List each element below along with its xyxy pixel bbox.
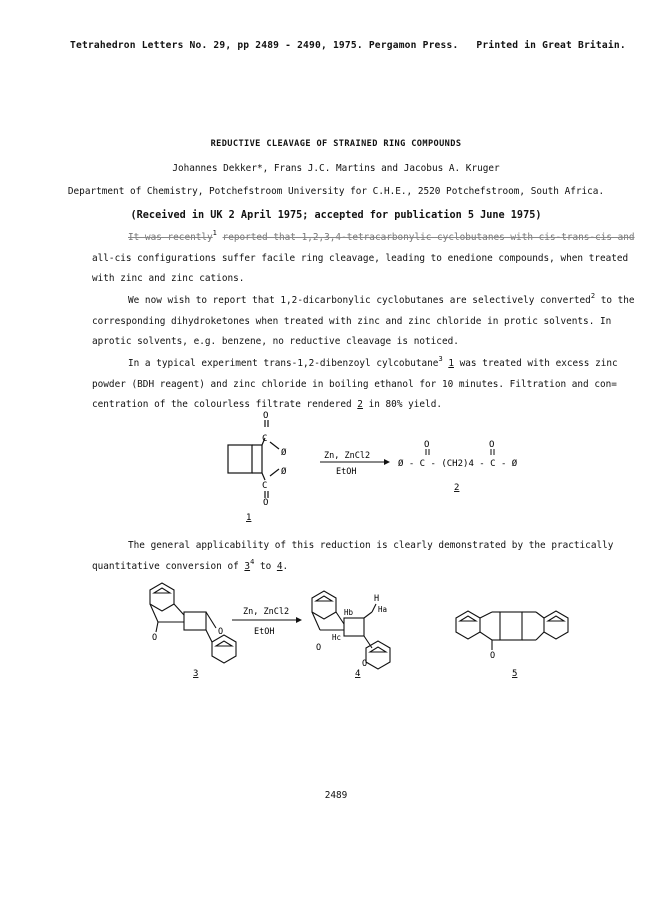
s1-oxygen-top: O bbox=[263, 411, 269, 421]
s2-c4-ha: Ha bbox=[378, 605, 388, 614]
ref-1: 1 bbox=[212, 229, 217, 237]
received-line: (Received in UK 2 April 1975; accepted for publication 5 June 1975) bbox=[130, 210, 542, 221]
s2-c4-hydrogen: H bbox=[374, 594, 380, 604]
compound-1-ref: 1 bbox=[448, 358, 454, 369]
s2-c5-oxygen: O bbox=[490, 651, 496, 661]
page-number: 2489 bbox=[324, 790, 348, 801]
s2-c3-oxygen-right: O bbox=[218, 627, 224, 637]
label-compound-1: 1 bbox=[246, 513, 252, 523]
p1-line2: all-cis configurations suffer facile ring cleavage, leading to enedione compounds, when treated bbox=[92, 253, 629, 264]
ref-2: 2 bbox=[590, 292, 596, 300]
s1-product-oxygen-right: O bbox=[489, 440, 495, 450]
article-title: REDUCTIVE CLEAVAGE OF STRAINED RING COMPOUNDS bbox=[210, 139, 462, 149]
s2-c4-oxygen-left: O bbox=[316, 643, 322, 653]
s1-oxygen-bottom: O bbox=[263, 498, 269, 508]
s1-phenyl-bottom: Ø bbox=[281, 467, 287, 477]
s2-c4-hb: Hb bbox=[344, 608, 354, 617]
s1-reagent-bottom: EtOH bbox=[336, 467, 357, 477]
s2-reagent-bottom: EtOH bbox=[254, 627, 275, 637]
s2-c4-hc: Hc bbox=[332, 633, 342, 642]
article-affiliation: Department of Chemistry, Potchefstroom University for C.H.E., 2520 Potchefstroom, South Africa. bbox=[67, 186, 605, 197]
compound-5-structure bbox=[456, 611, 568, 650]
ref-4: 4 bbox=[250, 558, 255, 566]
label-compound-3: 3 bbox=[193, 669, 199, 679]
ref-3: 3 bbox=[438, 355, 443, 363]
label-compound-4: 4 bbox=[355, 669, 361, 679]
p1-line1: It was recently$^1$ reported that 1,2,3,4-tetracarbonylic cyclobutanes with cis-trans-cis and bbox=[128, 229, 635, 243]
p3-line3: centration of the colourless filtrate rendered 2 in 80% yield. bbox=[92, 399, 442, 410]
p2-line1: We now wish to report that 1,2-dicarbonylic cyclobutanes are selectively converted$^2$ to the bbox=[128, 292, 635, 306]
compound-3-structure bbox=[150, 583, 236, 663]
s2-reagent-top: Zn, ZnCl2 bbox=[243, 607, 290, 617]
s1-product-formula: Ø - C - (CH2)4 - C - Ø bbox=[398, 459, 518, 469]
s1-product-oxygen-left: O bbox=[424, 440, 430, 450]
header-publisher: Pergamon Press. bbox=[368, 40, 459, 51]
s1-carbon-bottom: C bbox=[262, 481, 268, 491]
compound-3-ref: 3 bbox=[244, 561, 251, 572]
header-printed: Printed in Great Britain. bbox=[476, 40, 626, 51]
p4-line1: The general applicability of this reduction is clearly demonstrated by the practically bbox=[128, 540, 614, 551]
s2-c4-oxygen-right: O bbox=[362, 659, 368, 669]
p3-line1: In a typical experiment trans-1,2-dibenzoyl cylcobutane$^3$ 1 was treated with excess zinc bbox=[128, 355, 618, 369]
article-authors: Johannes Dekker*, Frans J.C. Martins and Jacobus A. Kruger bbox=[172, 163, 500, 174]
header-citation: Tetrahedron Letters No. 29, pp 2489 - 2490, 1975. bbox=[70, 40, 363, 51]
p2-line3: aprotic solvents, e.g. benzene, no reductive cleavage is noticed. bbox=[92, 336, 459, 347]
compound-4-ref: 4 bbox=[276, 561, 283, 572]
label-compound-5: 5 bbox=[512, 669, 518, 679]
p1-line3: with zinc and zinc cations. bbox=[92, 273, 245, 284]
p3-line2: powder (BDH reagent) and zinc chloride in boiling ethanol for 10 minutes. Filtration and con= bbox=[92, 379, 617, 390]
s2-c3-oxygen-left: O bbox=[152, 633, 158, 643]
label-compound-2: 2 bbox=[454, 483, 460, 493]
s2-arrow-head bbox=[296, 617, 302, 623]
s1-phenyl-top: Ø bbox=[281, 448, 287, 458]
p2-line2: corresponding dihydroketones when treated with zinc and zinc chloride in protic solvents. In bbox=[92, 316, 612, 327]
s1-reagent-top: Zn, ZnCl2 bbox=[324, 451, 371, 461]
s1-carbon-top: C bbox=[262, 434, 268, 444]
compound-2-ref: 2 bbox=[357, 399, 363, 410]
p4-line2: quantitative conversion of $3^4$ to 4. bbox=[92, 558, 289, 572]
